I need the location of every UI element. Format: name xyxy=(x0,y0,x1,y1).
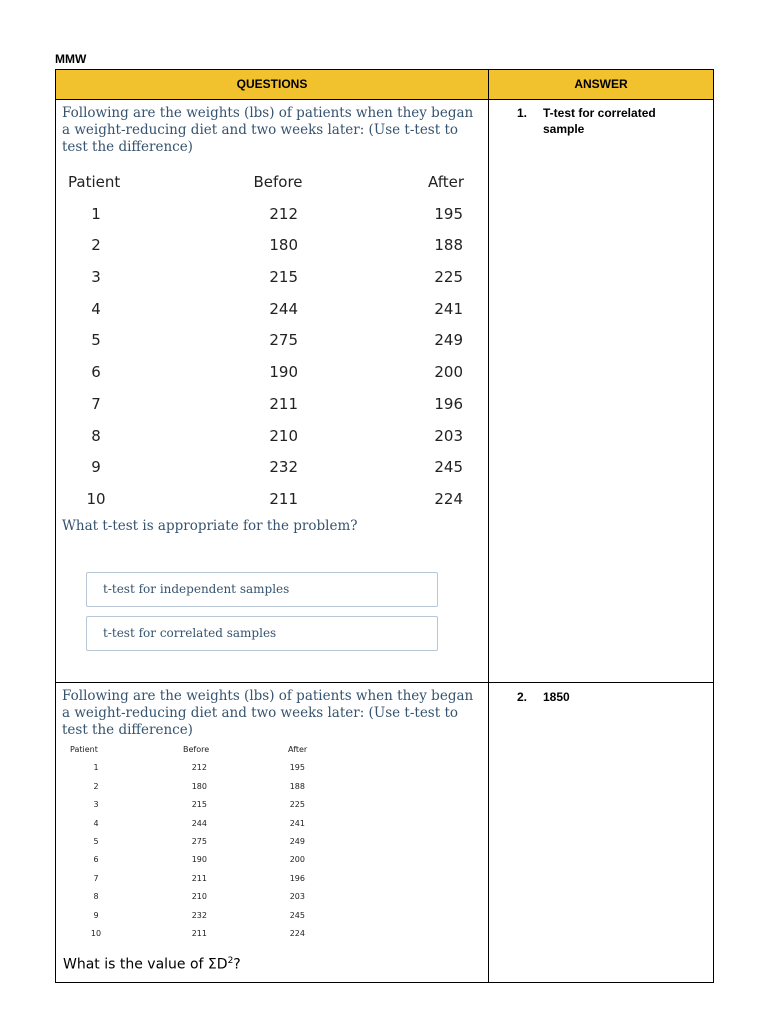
cell-after: 196 xyxy=(434,394,463,413)
table-row xyxy=(68,205,468,237)
table-row xyxy=(68,892,318,910)
cell-after: 195 xyxy=(434,204,463,223)
q1-answer-text: T-test for correlated sample xyxy=(543,106,656,136)
cell-before: 232 xyxy=(269,458,298,477)
q2-prompt-exponent: 2 xyxy=(227,956,234,966)
q2-answer-text: 1850 xyxy=(543,690,570,704)
q2-prompt xyxy=(63,956,241,973)
table-row xyxy=(68,837,318,855)
cell-after: 245 xyxy=(434,458,463,477)
cell-before: 212 xyxy=(269,204,298,223)
cell-before: 232 xyxy=(191,910,207,920)
cell-after: 203 xyxy=(434,426,463,445)
column-header-patient: Patient xyxy=(70,745,98,754)
cell-patient: 5 xyxy=(93,836,99,846)
table-row xyxy=(68,268,468,300)
cell-patient: 3 xyxy=(91,268,101,287)
column-header-before: Before xyxy=(253,173,303,191)
column-header-before: Before xyxy=(183,745,210,754)
table-row xyxy=(68,427,468,459)
table-header xyxy=(68,173,468,205)
q2-answer xyxy=(517,689,693,705)
cell-patient: 8 xyxy=(93,892,99,902)
cell-after: 225 xyxy=(434,268,463,287)
table-row xyxy=(68,395,468,427)
cell-after: 249 xyxy=(289,836,305,846)
cell-patient: 7 xyxy=(93,873,99,883)
cell-before: 244 xyxy=(269,299,298,318)
table-row xyxy=(68,874,318,892)
cell-before: 211 xyxy=(269,394,298,413)
q2-answer-number: 2. xyxy=(517,690,528,704)
cell-before: 212 xyxy=(191,763,207,773)
cell-patient: 4 xyxy=(91,299,101,318)
cell-after: 225 xyxy=(289,800,305,810)
table-row xyxy=(68,363,468,395)
cell-patient: 9 xyxy=(91,458,101,477)
q1-prompt: What t-test is appropriate for the problem? xyxy=(62,518,358,534)
q2-prompt-end: ? xyxy=(233,956,241,973)
table-row xyxy=(68,331,468,363)
table-row xyxy=(68,458,468,490)
cell-patient: 6 xyxy=(93,855,99,865)
cell-after: 188 xyxy=(434,236,463,255)
q1-intro: Following are the weights (lbs) of patients when they began a weight-reducing diet and two weeks later: (Use t-test to test the difference) xyxy=(62,105,474,155)
table-row xyxy=(68,300,468,332)
cell-before: 215 xyxy=(191,800,207,810)
cell-before: 215 xyxy=(269,268,298,287)
questions-header: QUESTIONS xyxy=(236,77,308,91)
table-row xyxy=(68,819,318,837)
cell-after: 195 xyxy=(289,763,305,773)
cell-patient: 7 xyxy=(91,394,101,413)
cell-patient: 10 xyxy=(86,489,106,508)
table-row xyxy=(68,911,318,929)
cell-patient: 4 xyxy=(93,818,99,828)
table-header xyxy=(68,745,318,763)
document-title: MMW xyxy=(55,52,87,66)
cell-before: 210 xyxy=(269,426,298,445)
cell-patient: 3 xyxy=(93,800,99,810)
cell-after: 241 xyxy=(289,818,305,828)
cell-before: 211 xyxy=(269,489,298,508)
cell-before: 244 xyxy=(191,818,207,828)
q2-weights-table xyxy=(68,745,318,947)
cell-after: 203 xyxy=(289,892,305,902)
q1-answer-number: 1. xyxy=(517,106,528,120)
column-divider xyxy=(488,70,489,982)
column-header-after: After xyxy=(428,173,465,191)
cell-after: 188 xyxy=(289,781,305,791)
cell-before: 275 xyxy=(269,331,298,350)
column-header-patient: Patient xyxy=(68,173,121,191)
cell-before: 190 xyxy=(191,855,207,865)
qa-table xyxy=(55,69,714,983)
cell-before: 180 xyxy=(269,236,298,255)
cell-after: 200 xyxy=(289,855,305,865)
table-row xyxy=(68,763,318,781)
table-row xyxy=(68,929,318,947)
table-row xyxy=(68,490,468,522)
cell-before: 275 xyxy=(191,836,207,846)
column-header-after: After xyxy=(288,745,308,754)
q2-prompt-text: What is the value of ΣD xyxy=(63,956,228,973)
cell-patient: 9 xyxy=(93,910,99,920)
table-row xyxy=(68,800,318,818)
cell-before: 211 xyxy=(191,928,207,938)
table-header-row xyxy=(56,70,713,100)
cell-patient: 2 xyxy=(93,781,99,791)
cell-after: 224 xyxy=(289,928,305,938)
q1-weights-table xyxy=(68,173,468,522)
cell-patient: 8 xyxy=(91,426,101,445)
cell-patient: 1 xyxy=(91,204,101,223)
cell-after: 245 xyxy=(289,910,305,920)
option-correlated-samples[interactable]: t-test for correlated samples xyxy=(86,616,438,651)
cell-after: 200 xyxy=(434,363,463,382)
table-row xyxy=(68,782,318,800)
cell-patient: 5 xyxy=(91,331,101,350)
cell-patient: 10 xyxy=(90,928,102,938)
row-divider xyxy=(56,682,713,683)
cell-patient: 1 xyxy=(93,763,99,773)
cell-patient: 2 xyxy=(91,236,101,255)
table-row xyxy=(68,855,318,873)
q1-answer xyxy=(517,105,693,137)
option-independent-samples[interactable]: t-test for independent samples xyxy=(86,572,438,607)
cell-after: 196 xyxy=(289,873,305,883)
answer-header: ANSWER xyxy=(574,77,628,91)
cell-after: 249 xyxy=(434,331,463,350)
cell-before: 211 xyxy=(191,873,207,883)
cell-before: 190 xyxy=(269,363,298,382)
cell-after: 241 xyxy=(434,299,463,318)
table-row xyxy=(68,236,468,268)
cell-after: 224 xyxy=(434,489,463,508)
q2-intro: Following are the weights (lbs) of patients when they began a weight-reducing diet and two weeks later: (Use t-test to test the difference) xyxy=(62,688,474,738)
cell-before: 180 xyxy=(191,781,207,791)
cell-patient: 6 xyxy=(91,363,101,382)
cell-before: 210 xyxy=(191,892,207,902)
